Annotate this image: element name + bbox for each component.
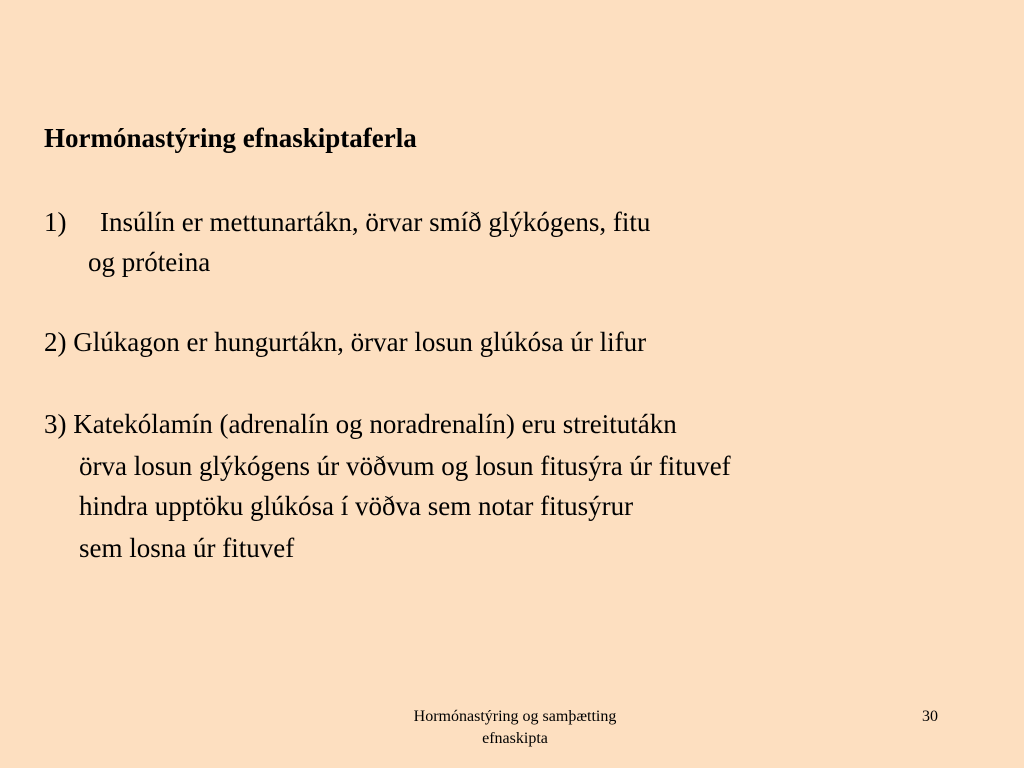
item-1-line-1: Insúlín er mettunartákn, örvar smíð glýkógens, fitu — [100, 207, 651, 237]
item-3-line-2: örva losun glýkógens úr vöðvum og losun fitusýra úr fituvef — [79, 451, 731, 481]
footer-title-line-2: efnaskipta — [482, 730, 548, 747]
footer-title — [372, 706, 658, 750]
item-2-line-1: 2) Glúkagon er hungurtákn, örvar losun glúkósa úr lifur — [44, 327, 647, 357]
item-1-line-2: og próteina — [88, 247, 211, 277]
slide-title: Hormónastýring efnaskiptaferla — [44, 123, 417, 153]
item-3-line-1: 3) Katekólamín (adrenalín og noradrenalín) eru streitutákn — [44, 409, 677, 439]
item-1-number: 1) — [44, 207, 67, 237]
footer-title-line-1: Hormónastýring og samþætting — [413, 708, 617, 725]
item-3-line-3: hindra upptöku glúkósa í vöðva sem notar fitusýrur — [79, 491, 634, 521]
page-number: 30 — [922, 708, 938, 725]
item-3-line-4: sem losna úr fituvef — [79, 533, 295, 563]
